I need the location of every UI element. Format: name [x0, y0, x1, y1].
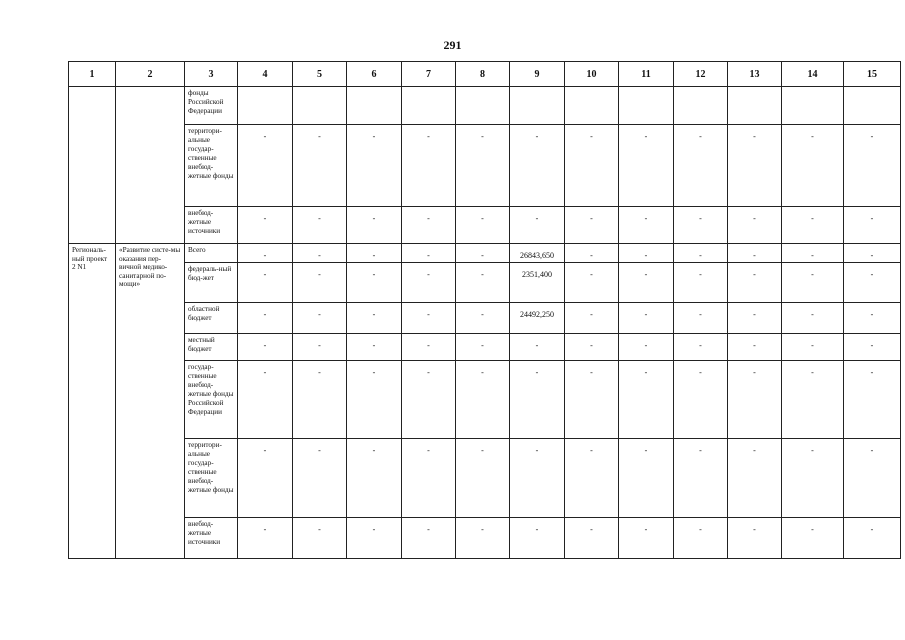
table-cell: -	[565, 334, 619, 361]
table-cell: -	[674, 125, 728, 207]
table-cell: -	[728, 263, 782, 303]
budget-table	[68, 61, 901, 559]
table-cell: -	[238, 334, 293, 361]
table-cell: -	[347, 303, 402, 334]
column-header: 2	[116, 62, 185, 87]
table-cell: -	[728, 518, 782, 559]
row-label: фонды Российской Федерации	[185, 87, 238, 125]
table-cell	[293, 87, 347, 125]
table-cell: -	[674, 439, 728, 518]
project-code: Региональ-ный проект 2 N1	[69, 244, 116, 559]
table-cell: -	[402, 303, 456, 334]
table-cell: -	[844, 207, 901, 244]
table-cell: -	[728, 207, 782, 244]
table-cell: -	[238, 244, 293, 263]
table-cell: -	[674, 334, 728, 361]
table-cell: -	[728, 303, 782, 334]
table-cell: -	[402, 125, 456, 207]
column-header: 12	[674, 62, 728, 87]
table-cell	[238, 87, 293, 125]
table-cell: -	[402, 207, 456, 244]
table-cell: -	[238, 361, 293, 439]
table-cell: -	[782, 518, 844, 559]
table-cell: -	[782, 207, 844, 244]
table-cell	[565, 87, 619, 125]
table-cell: -	[619, 303, 674, 334]
table-cell: -	[402, 439, 456, 518]
table-cell: -	[844, 439, 901, 518]
table-cell: 24492,250	[510, 303, 565, 334]
table-cell: -	[510, 518, 565, 559]
row-label: территори-альные государ-ственные внебюд-жетные фонды	[185, 439, 238, 518]
table-cell: -	[456, 207, 510, 244]
table-cell	[456, 87, 510, 125]
column-header: 4	[238, 62, 293, 87]
table-cell: -	[238, 207, 293, 244]
column-header: 13	[728, 62, 782, 87]
column-header: 11	[619, 62, 674, 87]
table-cell: -	[565, 361, 619, 439]
table-cell: -	[782, 334, 844, 361]
table-cell: -	[782, 303, 844, 334]
table-cell: -	[293, 303, 347, 334]
column-header: 5	[293, 62, 347, 87]
table-cell	[619, 87, 674, 125]
table-cell: -	[238, 439, 293, 518]
row-label: внебюд-жетные источники	[185, 518, 238, 559]
table-cell: -	[456, 334, 510, 361]
table-cell: -	[728, 439, 782, 518]
table-row	[69, 303, 901, 334]
row-label: федераль-ный бюд-жет	[185, 263, 238, 303]
column-header: 10	[565, 62, 619, 87]
table-cell: -	[844, 244, 901, 263]
table-cell: 26843,650	[510, 244, 565, 263]
table-cell: -	[293, 263, 347, 303]
table-cell: -	[293, 439, 347, 518]
table-cell	[674, 87, 728, 125]
table-cell: -	[844, 334, 901, 361]
table-cell: -	[347, 361, 402, 439]
table-cell: -	[674, 303, 728, 334]
table-row	[69, 87, 901, 125]
page-number: 291	[443, 38, 462, 52]
project-cell-empty	[69, 87, 116, 244]
table-cell: -	[728, 361, 782, 439]
table-cell: -	[844, 125, 901, 207]
table-cell: -	[238, 303, 293, 334]
table-cell: -	[619, 125, 674, 207]
table-cell: -	[293, 334, 347, 361]
table-cell: -	[728, 334, 782, 361]
table-row	[69, 361, 901, 439]
table-cell: -	[782, 263, 844, 303]
table-cell: -	[844, 303, 901, 334]
table-cell: -	[674, 361, 728, 439]
table-cell: -	[402, 518, 456, 559]
table-cell: -	[674, 244, 728, 263]
table-row	[69, 244, 901, 263]
table-cell: -	[510, 125, 565, 207]
table-cell: -	[565, 439, 619, 518]
table-row	[69, 207, 901, 244]
table-cell: -	[674, 263, 728, 303]
row-label: Всего	[185, 244, 238, 263]
table-cell: -	[402, 361, 456, 439]
table-cell: -	[619, 361, 674, 439]
table-cell: -	[782, 125, 844, 207]
row-label: местный бюджет	[185, 334, 238, 361]
table-cell: -	[619, 207, 674, 244]
row-label: внебюд-жетные источники	[185, 207, 238, 244]
table-cell: -	[456, 263, 510, 303]
row-label: областной бюджет	[185, 303, 238, 334]
column-header: 7	[402, 62, 456, 87]
table-cell: -	[565, 125, 619, 207]
table-cell: -	[456, 303, 510, 334]
table-cell: -	[565, 207, 619, 244]
table-cell: -	[619, 518, 674, 559]
table-cell: -	[347, 439, 402, 518]
table-row	[69, 518, 901, 559]
table-cell: -	[619, 439, 674, 518]
table-cell: -	[782, 439, 844, 518]
table-cell: -	[674, 207, 728, 244]
table-cell	[510, 87, 565, 125]
table-cell: -	[347, 207, 402, 244]
table-cell: -	[293, 244, 347, 263]
table-cell: -	[619, 334, 674, 361]
table-cell	[844, 87, 901, 125]
table-cell: -	[293, 518, 347, 559]
table-row	[69, 439, 901, 518]
table-cell: -	[456, 244, 510, 263]
table-row	[69, 334, 901, 361]
column-header: 6	[347, 62, 402, 87]
table-cell: -	[565, 244, 619, 263]
table-cell: -	[238, 263, 293, 303]
row-label: территори-альные государ-ственные внебюд-жетные фонды	[185, 125, 238, 207]
table-cell: -	[619, 244, 674, 263]
table-cell: -	[456, 439, 510, 518]
table-cell: -	[347, 334, 402, 361]
table-cell: -	[510, 361, 565, 439]
table-cell: -	[565, 518, 619, 559]
table-cell: 2351,400	[510, 263, 565, 303]
table-cell: -	[402, 244, 456, 263]
table-cell: -	[347, 244, 402, 263]
table-cell: -	[728, 244, 782, 263]
table-cell: -	[565, 303, 619, 334]
table-cell: -	[674, 518, 728, 559]
project-name: «Развитие систе-мы оказания пер-вичной медико-санитарной по-мощи»	[116, 244, 185, 559]
column-header: 14	[782, 62, 844, 87]
header-row	[69, 62, 901, 87]
table-cell: -	[293, 207, 347, 244]
table-cell: -	[456, 361, 510, 439]
table-cell: -	[347, 263, 402, 303]
table-cell: -	[782, 361, 844, 439]
table-cell: -	[238, 125, 293, 207]
table-cell: -	[782, 244, 844, 263]
project-name-cell-empty	[116, 87, 185, 244]
table-cell: -	[402, 334, 456, 361]
column-header: 8	[456, 62, 510, 87]
table-cell: -	[844, 518, 901, 559]
table-cell: -	[510, 439, 565, 518]
column-header: 1	[69, 62, 116, 87]
table-cell: -	[510, 207, 565, 244]
table-cell: -	[844, 263, 901, 303]
table-cell	[728, 87, 782, 125]
column-header: 9	[510, 62, 565, 87]
table-cell: -	[565, 263, 619, 303]
table-cell: -	[238, 518, 293, 559]
table-cell: -	[456, 518, 510, 559]
table-row	[69, 125, 901, 207]
table-cell	[347, 87, 402, 125]
column-header: 15	[844, 62, 901, 87]
column-header: 3	[185, 62, 238, 87]
table-cell: -	[844, 361, 901, 439]
table-cell: -	[293, 125, 347, 207]
table-cell: -	[619, 263, 674, 303]
table-row	[69, 263, 901, 303]
table-cell: -	[456, 125, 510, 207]
table-cell: -	[510, 334, 565, 361]
table-cell	[782, 87, 844, 125]
table-cell: -	[293, 361, 347, 439]
table-cell: -	[347, 518, 402, 559]
table-cell: -	[347, 125, 402, 207]
table-cell: -	[402, 263, 456, 303]
row-label: государ-ственные внебюд-жетные фонды Российской Федерации	[185, 361, 238, 439]
table-cell: -	[728, 125, 782, 207]
table-cell	[402, 87, 456, 125]
